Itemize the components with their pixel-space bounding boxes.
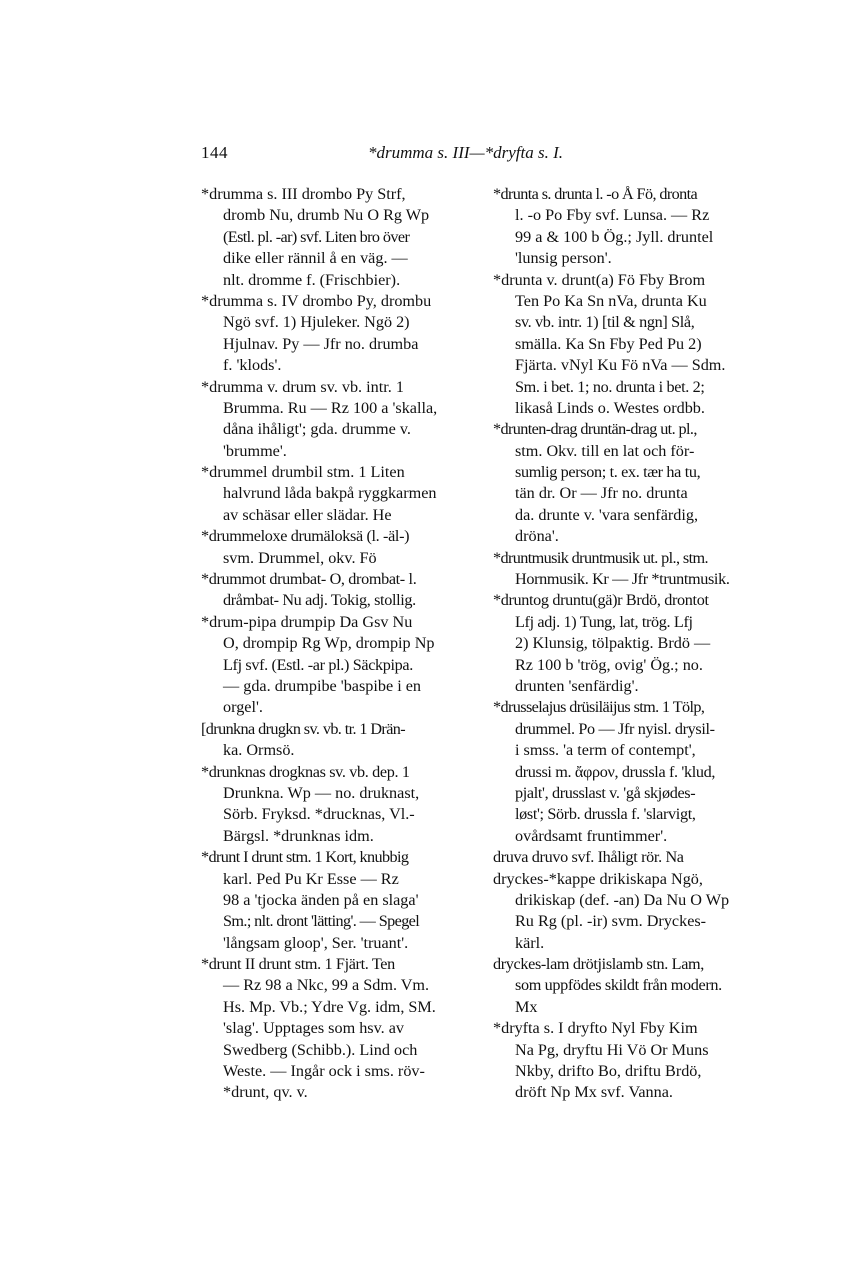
- entry-text-line: Rz 100 b 'trög, ovig' Ög.; no.: [515, 655, 703, 674]
- entry-text-line: drummel. Po — Jfr nyisl. drysil-: [515, 719, 715, 738]
- entry-headword-line: *drunt II drunt stm. 1 Fjärt. Ten: [201, 955, 395, 974]
- entry-text-line: Ru Rg (pl. -ir) svm. Dryckes-: [515, 912, 707, 931]
- entry-text-line: Sörb. Fryksd. *drucknas, Vl.-: [223, 805, 415, 824]
- entry-text-line: pjalt', drusslast v. 'gå skjødes-: [515, 783, 696, 802]
- entry-headword-line: *druntog druntu(gä)r Brdö, drontot: [493, 591, 709, 610]
- entry-text-line: smälla. Ka Sn Fby Ped Pu 2): [515, 334, 702, 353]
- entry-text-line: dåna ihåligt'; gda. drumme v.: [223, 420, 411, 439]
- entry-text-line: drunten 'senfärdig'.: [515, 676, 639, 695]
- entry-text-line: ka. Ormsö.: [223, 741, 295, 760]
- entry-text-line: 'långsam gloop', Ser. 'truant'.: [223, 933, 409, 952]
- entry-text-line: drikiskap (def. -an) Da Nu O Wp: [515, 890, 730, 909]
- entry-text-line: Drunkna. Wp — no. druknast,: [223, 783, 420, 802]
- entry-text-line: l. -o Po Fby svf. Lunsa. — Rz: [515, 206, 710, 225]
- entry-text-line: 'slag'. Upptages som hsv. av: [223, 1019, 405, 1038]
- entry-text-line: Hornmusik. Kr — Jfr *truntmusik.: [515, 570, 730, 589]
- entry-text-line: karl. Ped Pu Kr Esse — Rz: [223, 869, 399, 888]
- entry-headword-line: *drumma v. drum sv. vb. intr. 1: [201, 377, 404, 396]
- entry-headword-line: *drunta s. drunta l. -o Å Fö, dronta: [493, 185, 698, 203]
- entry-text-line: nlt. dromme f. (Frischbier).: [223, 270, 401, 289]
- entry-text-line: av schäsar eller slädar. He: [223, 505, 392, 524]
- entry-text-line: 'lunsig person'.: [515, 249, 612, 268]
- entry-headword-line: *drusselajus drüsiläijus stm. 1 Tölp,: [493, 698, 705, 717]
- entry-text-line: — gda. drumpibe 'baspibe i en: [223, 676, 422, 695]
- entry-headword-line: *druntmusik druntmusik ut. pl., stm.: [493, 548, 708, 567]
- entry-text-line: Lfj svf. (Estl. -ar pl.) Säckpipa.: [223, 655, 413, 674]
- entry-headword-line: druva druvo svf. Ihåligt rör. Na: [493, 848, 684, 867]
- entry-text-line: Sm.; nlt. dront 'lätting'. — Spegel: [223, 912, 420, 931]
- entry-text-line: Ngö svf. 1) Hjuleker. Ngö 2): [223, 313, 410, 332]
- entry-text-line: (Estl. pl. -ar) svf. Liten bro över: [223, 227, 410, 246]
- entry-headword-line: dryckes-*kappe drikiskapa Ngö,: [493, 869, 703, 888]
- entry-text-line: som uppfödes skildt från modern.: [515, 976, 722, 995]
- page-number: 144: [201, 143, 228, 162]
- entry-text-line: drussi m. ἄφρον, drussla f. 'klud,: [515, 762, 716, 781]
- page-header: [0, 143, 852, 167]
- entry-text-line: — Rz 98 a Nkc, 99 a Sdm. Vm.: [223, 976, 430, 995]
- entry-text-line: dromb Nu, drumb Nu O Rg Wp: [223, 206, 430, 225]
- entry-text-line: Bärgsl. *drunknas idm.: [223, 826, 374, 845]
- entry-text-line: Na Pg, dryftu Hi Vö Or Muns: [515, 1040, 709, 1059]
- entry-headword-line: *drummel drumbil stm. 1 Liten: [201, 463, 405, 482]
- entry-text-line: Mx: [515, 997, 538, 1016]
- entry-text-line: Hs. Mp. Vb.; Ydre Vg. idm, SM.: [223, 997, 436, 1016]
- left-column: [201, 184, 471, 1104]
- entry-text-line: sumlig person; t. ex. tær ha tu,: [515, 463, 701, 482]
- entry-text-line: sv. vb. intr. 1) [til & ngn] Slå,: [515, 313, 695, 332]
- entry-text-line: halvrund låda bakpå ryggkarmen: [223, 484, 437, 503]
- entry-text-line: 2) Klunsig, tölpaktig. Brdö —: [515, 634, 711, 653]
- entry-text-line: Swedberg (Schibb.). Lind och: [223, 1040, 418, 1059]
- entry-text-line: Nkby, drifto Bo, driftu Brdö,: [515, 1062, 702, 1081]
- entry-text-line: likaså Linds o. Westes ordbb.: [515, 398, 705, 417]
- entry-headword-line: [drunkna drugkn sv. vb. tr. 1 Drän-: [201, 719, 406, 738]
- entry-headword-line: *drumma s. III drombo Py Strf,: [201, 185, 406, 203]
- entry-headword-line: *drummot drumbat- O, drombat- l.: [201, 570, 417, 589]
- entry-text-line: tän dr. Or — Jfr no. drunta: [515, 484, 688, 503]
- entry-text-line: *drunt, qv. v.: [223, 1083, 308, 1102]
- entry-text-line: stm. Okv. till en lat och för-: [515, 441, 695, 460]
- entry-text-line: Brumma. Ru — Rz 100 a 'skalla,: [223, 398, 438, 417]
- entry-text-line: f. 'klods'.: [223, 356, 282, 375]
- entry-text-line: dråmbat- Nu adj. Tokig, stollig.: [223, 591, 416, 610]
- running-title: *drumma s. III—*dryfta s. I.: [368, 143, 564, 162]
- entry-text-line: svm. Drummel, okv. Fö: [223, 548, 377, 567]
- entry-text-line: Hjulnav. Py — Jfr no. drumba: [223, 334, 419, 353]
- entry-text-line: Fjärta. vNyl Ku Fö nVa — Sdm.: [515, 356, 726, 375]
- entry-text-line: dröna'.: [515, 527, 559, 546]
- entry-headword-line: *drunta v. drunt(a) Fö Fby Brom: [493, 270, 706, 289]
- entry-text-line: 99 a & 100 b Ög.; Jyll. druntel: [515, 227, 714, 246]
- right-column: [493, 184, 763, 1104]
- entry-headword-line: *drunt I drunt stm. 1 Kort, knubbig: [201, 848, 409, 867]
- entry-text-line: dike eller rännil å en väg. —: [223, 249, 408, 268]
- entry-text-line: i smss. 'a term of contempt',: [515, 741, 696, 760]
- entry-text-line: da. drunte v. 'vara senfärdig,: [515, 505, 699, 524]
- entry-text-line: 98 a 'tjocka änden på en slaga': [223, 890, 419, 909]
- entry-text-line: kärl.: [515, 933, 545, 952]
- entry-text-line: Weste. — Ingår ock i sms. röv-: [223, 1062, 425, 1081]
- entry-headword-line: *drunknas drogknas sv. vb. dep. 1: [201, 762, 410, 781]
- entry-text-line: Sm. i bet. 1; no. drunta i bet. 2;: [515, 377, 705, 396]
- entry-text-line: løst'; Sörb. drussla f. 'slarvigt,: [515, 805, 696, 824]
- entry-headword-line: *drum-pipa drumpip Da Gsv Nu: [201, 612, 413, 631]
- entry-text-line: dröft Np Mx svf. Vanna.: [515, 1083, 673, 1102]
- entry-headword-line: dryckes-lam drötjislamb stn. Lam,: [493, 955, 704, 974]
- entry-text-line: O, drompip Rg Wp, drompip Np: [223, 634, 435, 653]
- entry-headword-line: *drummeloxe drumäloksä (l. -äl-): [201, 527, 410, 546]
- entry-headword-line: *drumma s. IV drombo Py, drombu: [201, 291, 432, 310]
- entry-text-line: ovårdsamt fruntimmer'.: [515, 826, 668, 845]
- entry-text-line: orgel'.: [223, 698, 263, 717]
- entry-text-line: Ten Po Ka Sn nVa, drunta Ku: [515, 291, 707, 310]
- entry-headword-line: *dryfta s. I dryfto Nyl Fby Kim: [493, 1019, 698, 1038]
- entry-text-line: Lfj adj. 1) Tung, lat, trög. Lfj: [515, 612, 693, 631]
- entry-headword-line: *drunten-drag druntän-drag ut. pl.,: [493, 420, 697, 439]
- entry-text-line: 'brumme'.: [223, 441, 287, 460]
